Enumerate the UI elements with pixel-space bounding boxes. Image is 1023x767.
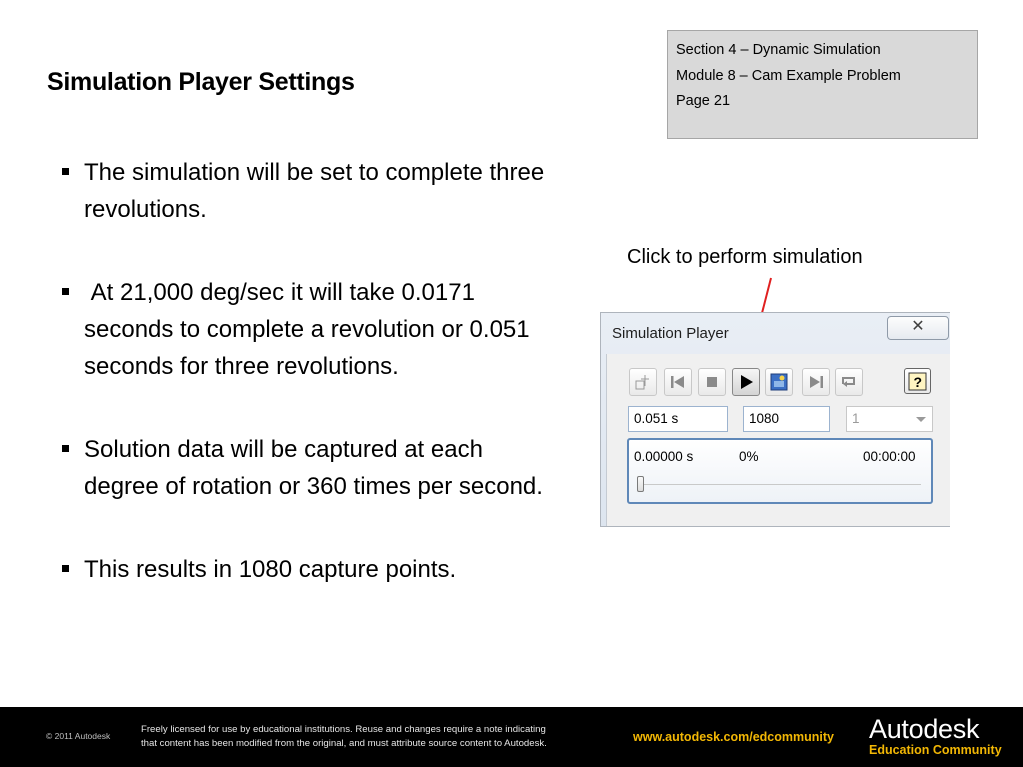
filter-value: 1 — [852, 411, 860, 426]
section-info-box — [667, 30, 978, 139]
go-to-end-icon — [806, 372, 826, 392]
filter-select[interactable] — [846, 406, 933, 432]
bullet-text: At 21,000 deg/sec it will take 0.0171 seconds to complete a revolution or 0.051 seconds for three revolutions. — [84, 279, 537, 380]
bullet-item — [62, 274, 552, 385]
bullet-list — [62, 154, 552, 634]
repeat-icon — [839, 372, 859, 392]
help-icon — [908, 372, 928, 392]
svg-text:?: ? — [913, 374, 923, 390]
go-to-end-button[interactable] — [802, 368, 830, 396]
bullet-square-icon — [62, 288, 69, 295]
autodesk-logo: Autodesk — [869, 714, 980, 744]
player-body — [606, 354, 950, 526]
footer-bar — [0, 707, 1023, 767]
images-field[interactable]: 1080 — [743, 406, 830, 432]
stop-icon — [702, 372, 722, 392]
progress-track — [639, 484, 921, 485]
screen-capture-button[interactable] — [765, 368, 793, 396]
callout-label: Click to perform simulation — [627, 246, 863, 268]
bullet-square-icon — [62, 445, 69, 452]
copyright-text: © 2011 Autodesk — [46, 731, 111, 741]
screen-capture-icon — [769, 372, 789, 392]
end-time-field[interactable]: 0.051 s — [628, 406, 728, 432]
chevron-down-icon — [916, 417, 926, 422]
construct-mode-button[interactable] — [629, 368, 657, 396]
play-button[interactable] — [732, 368, 760, 396]
sim-elapsed-readout: 00:00:00 — [863, 449, 916, 464]
sim-percent-readout: 0% — [739, 449, 759, 464]
rewind-to-start-button[interactable] — [664, 368, 692, 396]
bullet-item — [62, 551, 552, 588]
license-text — [141, 723, 631, 751]
module-label: Module 8 – Cam Example Problem — [676, 67, 901, 84]
bullet-item — [62, 431, 552, 505]
bullet-square-icon — [62, 168, 69, 175]
close-icon: ✕ — [911, 318, 925, 335]
section-label: Section 4 – Dynamic Simulation — [676, 42, 881, 58]
community-link[interactable]: www.autodesk.com/edcommunity — [633, 730, 834, 744]
bullet-square-icon — [62, 565, 69, 572]
bullet-text: Solution data will be captured at each degree of rotation or 360 times per second. — [84, 436, 543, 500]
repeat-button[interactable] — [835, 368, 863, 396]
progress-slider[interactable] — [637, 476, 644, 492]
rewind-to-start-icon — [668, 372, 688, 392]
help-button[interactable] — [904, 368, 931, 394]
license-line: that content has been modified from the original, and must attribute source content to Autodesk. — [141, 738, 547, 749]
page-label: Page 21 — [676, 93, 731, 109]
construct-mode-icon — [633, 372, 653, 392]
simulation-status-panel — [627, 438, 933, 504]
window-title: Simulation Player — [612, 325, 729, 342]
license-line: Freely licensed for use by educational institutions. Reuse and changes require a note indicating — [141, 724, 546, 735]
bullet-text: The simulation will be set to complete three revolutions. — [84, 159, 545, 223]
bullet-text: This results in 1080 capture points. — [84, 556, 457, 583]
simulation-player-window — [600, 312, 950, 527]
slide-title: Simulation Player Settings — [47, 68, 355, 96]
bullet-item — [62, 154, 552, 228]
stop-button[interactable] — [698, 368, 726, 396]
sim-time-readout: 0.00000 s — [634, 449, 694, 464]
close-button[interactable] — [887, 316, 949, 340]
education-community-label: Education Community — [869, 743, 1002, 757]
play-icon — [736, 372, 756, 392]
